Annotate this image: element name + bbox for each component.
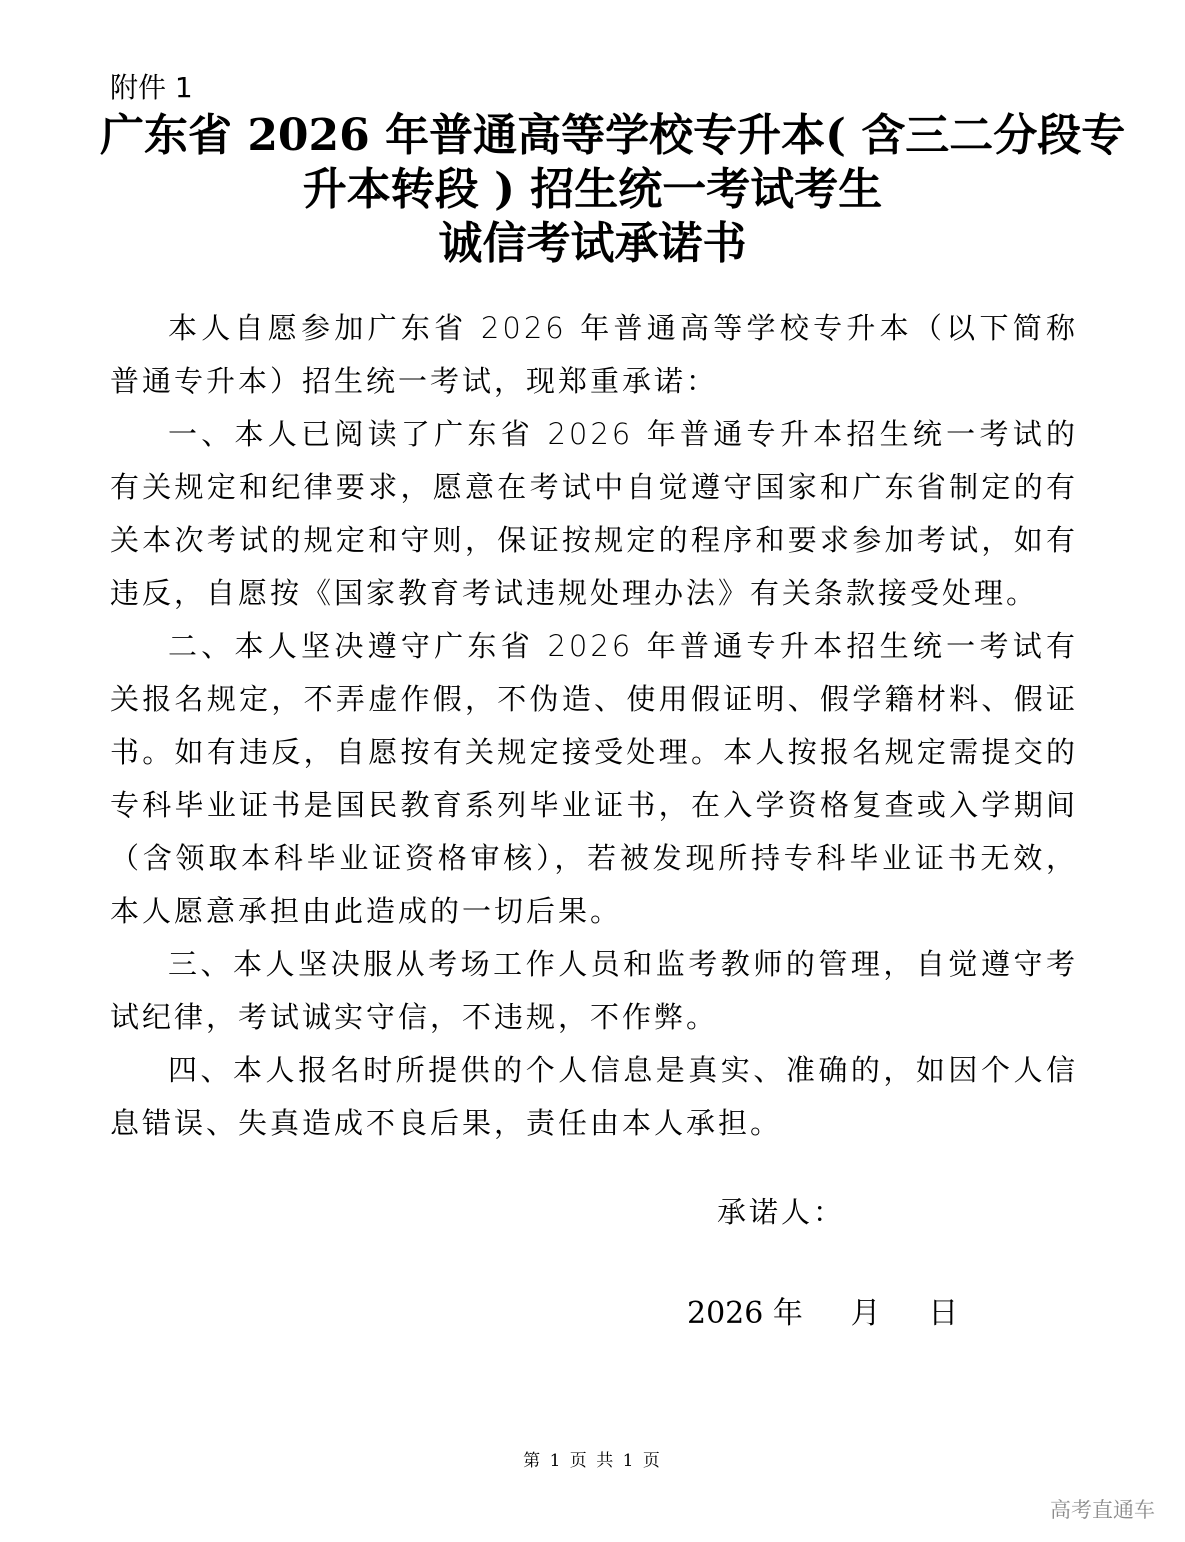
pledge-item-3: 三、本人坚决服从考场工作人员和监考教师的管理，自觉遵守考试纪律，考试诚实守信，不违规，不作弊。 xyxy=(110,947,1078,1034)
document-title-line-3: 诚信考试承诺书 xyxy=(438,218,747,269)
pledge-item-2: 二、本人坚决遵守广东省 2026 年普通专升本招生统一考试有关报名规定，不弄虚作假，不伪造、使用假证明、假学籍材料、假证书。如有违反，自愿按有关规定接受处理。本人按报名规定需提交的专科毕业证书是国民教育系列毕业证书，在入学资格复查或入学期间（含领取本科毕业证资格审核），若被发现所持专科毕业证书无效，本人愿意承担由此造成的一切后果。 xyxy=(110,629,1078,928)
signer-label: 承诺人： xyxy=(717,1195,846,1229)
attachment-label: 附件 1 xyxy=(110,71,193,104)
document-title-line-1: 广东省 2026 年普通高等学校专升本( 含三二分段专 xyxy=(100,110,1126,161)
document-title-line-2: 升本转段 ) 招生统一考试考生 xyxy=(302,164,883,215)
pledge-body xyxy=(110,302,1078,1150)
pledge-item-4: 四、本人报名时所提供的个人信息是真实、准确的，如因个人信息错误、失真造成不良后果，责任由本人承担。 xyxy=(110,1053,1078,1140)
page-number: 第 1 页 共 1 页 xyxy=(523,1451,662,1471)
date-line: 2026 年 月 日 xyxy=(687,1296,959,1331)
intro-paragraph: 本人自愿参加广东省 2026 年普通高等学校专升本（以下简称普通专升本）招生统一考试，现郑重承诺： xyxy=(110,311,1078,398)
pledge-item-1: 一、本人已阅读了广东省 2026 年普通专升本招生统一考试的有关规定和纪律要求，愿意在考试中自觉遵守国家和广东省制定的有关本次考试的规定和守则，保证按规定的程序和要求参加考试，如有违反，自愿按《国家教育考试违规处理办法》有关条款接受处理。 xyxy=(110,417,1078,610)
watermark: 高考直通车 xyxy=(1050,1498,1155,1522)
